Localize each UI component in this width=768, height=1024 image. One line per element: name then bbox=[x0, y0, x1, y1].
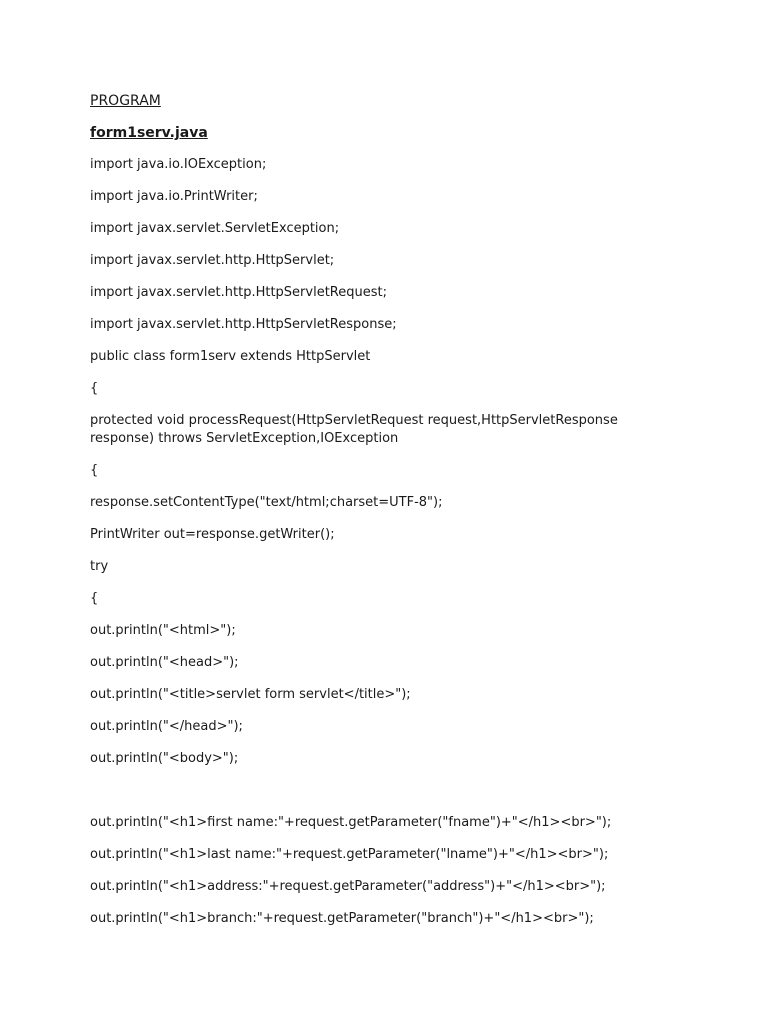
blank-line bbox=[90, 782, 660, 800]
code-line: out.println("<h1>first name:"+request.getParameter("fname")+"</h1><br>"); bbox=[90, 815, 612, 830]
code-line: import java.io.IOException; bbox=[90, 157, 267, 172]
code-line: out.println("</head>"); bbox=[90, 719, 243, 734]
code-line: import javax.servlet.http.HttpServletResponse; bbox=[90, 317, 397, 332]
document-title: PROGRAM bbox=[90, 93, 161, 109]
code-line: import java.io.PrintWriter; bbox=[90, 189, 258, 204]
code-line: out.println("<h1>address:"+request.getParameter("address")+"</h1><br>"); bbox=[90, 879, 606, 894]
code-line: out.println("<title>servlet form servlet</title>"); bbox=[90, 687, 411, 702]
document-page bbox=[90, 92, 660, 942]
code-line: public class form1serv extends HttpServlet bbox=[90, 349, 371, 364]
code-line: protected void processRequest(HttpServletRequest request,HttpServletResponse response) throws ServletException,IOException bbox=[90, 413, 618, 446]
code-line: PrintWriter out=response.getWriter(); bbox=[90, 527, 335, 542]
code-line: import javax.servlet.http.HttpServletRequest; bbox=[90, 285, 387, 300]
code-line: { bbox=[90, 381, 99, 396]
code-line: out.println("<h1>branch:"+request.getParameter("branch")+"</h1><br>"); bbox=[90, 911, 594, 926]
code-line: { bbox=[90, 591, 99, 606]
code-line: try bbox=[90, 559, 109, 574]
code-line: import javax.servlet.http.HttpServlet; bbox=[90, 253, 335, 268]
code-line: import javax.servlet.ServletException; bbox=[90, 221, 340, 236]
code-line: response.setContentType("text/html;charset=UTF-8"); bbox=[90, 495, 443, 510]
code-line: { bbox=[90, 463, 99, 478]
code-listing bbox=[90, 156, 660, 928]
code-line: out.println("<html>"); bbox=[90, 623, 236, 638]
code-line: out.println("<body>"); bbox=[90, 751, 239, 766]
code-line: out.println("<head>"); bbox=[90, 655, 239, 670]
code-line: out.println("<h1>last name:"+request.getParameter("lname")+"</h1><br>"); bbox=[90, 847, 609, 862]
document-filename: form1serv.java bbox=[90, 125, 208, 141]
